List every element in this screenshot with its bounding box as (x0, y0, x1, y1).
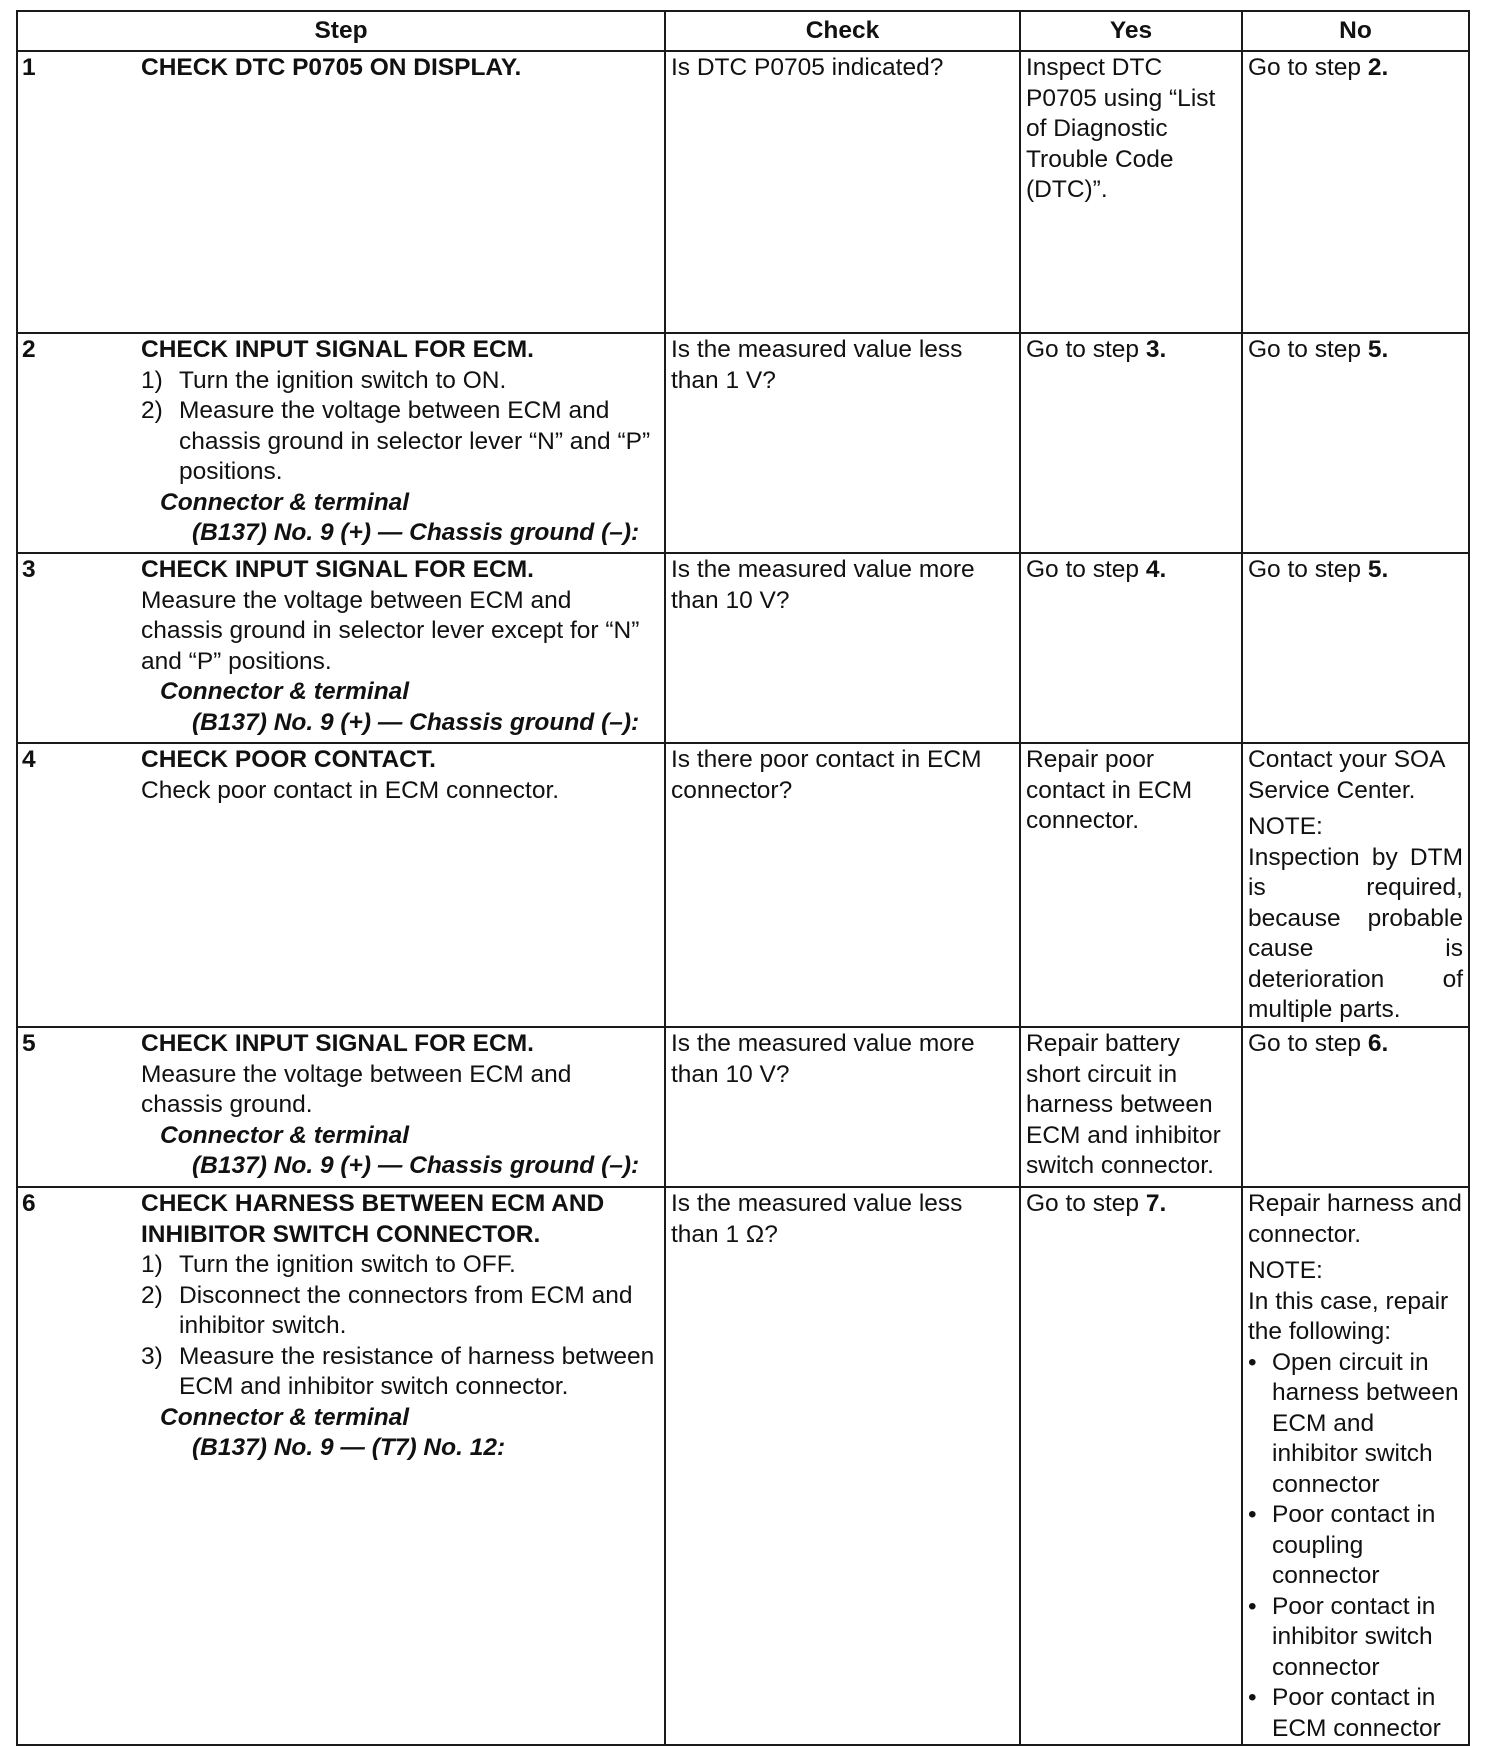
no-text: Repair harness and connector. (1248, 1190, 1462, 1248)
diagnostic-table (16, 10, 1470, 1746)
yes-text: Go to step (1026, 336, 1146, 363)
connector-label: Connector & terminal (160, 1403, 410, 1431)
connector-label: Connector & terminal (160, 1121, 410, 1149)
no-text: Go to step (1248, 54, 1368, 81)
connector-label: Connector & terminal (160, 488, 410, 516)
procedure-item (141, 1281, 656, 1342)
note-label: NOTE: (1248, 1257, 1323, 1284)
step-title: CHECK HARNESS BETWEEN ECM AND INHIBITOR SWITCH CONNECTOR. (141, 1190, 605, 1248)
step-body (139, 51, 665, 333)
no-step-ref: 5. (1367, 556, 1389, 583)
step-description: Measure the voltage between ECM and chassis ground in selector lever except for “N” and “P” positions. (141, 586, 640, 675)
step-body (139, 743, 665, 1027)
step-body (139, 553, 665, 743)
connector-terminal: (B137) No. 9 — (T7) No. 12: (192, 1434, 506, 1461)
step-row-3 (17, 553, 1469, 743)
header-no: No (1242, 11, 1469, 51)
check-cell: Is the measured value less than 1 V? (665, 333, 1020, 553)
header-step: Step (17, 11, 665, 51)
yes-cell: Repair poor contact in ECM connector. (1020, 743, 1242, 1027)
connector-terminal: (B137) No. 9 (+) — Chassis ground (–): (192, 1152, 640, 1179)
step-number: 3 (17, 553, 139, 743)
no-text: Go to step (1248, 336, 1368, 363)
step-row-4 (17, 743, 1469, 1027)
no-cell (1242, 553, 1469, 743)
step-number: 5 (17, 1027, 139, 1187)
yes-cell (1020, 1187, 1242, 1745)
connector-terminal: (B137) No. 9 (+) — Chassis ground (–): (192, 708, 640, 736)
no-cell (1242, 1027, 1469, 1187)
no-text: Go to step (1248, 556, 1368, 583)
procedure-item (141, 366, 656, 397)
no-cell (1242, 51, 1469, 333)
procedure-item (141, 396, 656, 488)
check-cell: Is the measured value more than 10 V? (665, 1027, 1020, 1187)
step-body (139, 1187, 665, 1745)
item-number: 2) (141, 1281, 163, 1309)
step-title: CHECK POOR CONTACT. (141, 746, 436, 773)
yes-cell: Repair battery short circuit in harness between ECM and inhibitor switch connector. (1020, 1027, 1242, 1187)
connector-label: Connector & terminal (160, 678, 410, 705)
header-check: Check (665, 11, 1020, 51)
check-cell: Is DTC P0705 indicated? (665, 51, 1020, 333)
yes-step-ref: 4. (1145, 556, 1167, 583)
step-number: 1 (17, 51, 139, 333)
no-cell (1242, 743, 1469, 1027)
step-body (139, 1027, 665, 1187)
bullet-item (1248, 1592, 1463, 1684)
step-row-2 (17, 333, 1469, 553)
note-label: NOTE: (1248, 813, 1323, 840)
step-row-6 (17, 1187, 1469, 1745)
bullet-item (1248, 1348, 1463, 1501)
check-cell: Is the measured value less than 1 Ω? (665, 1187, 1020, 1745)
yes-text: Go to step (1026, 1190, 1146, 1217)
note-text: In this case, repair the following: (1248, 1287, 1449, 1345)
header-yes: Yes (1020, 11, 1242, 51)
check-cell: Is the measured value more than 10 V? (665, 553, 1020, 743)
bullet-item (1248, 1500, 1463, 1592)
item-number: 1) (141, 366, 163, 394)
step-body (139, 333, 665, 553)
bullet-text: Poor contact in inhibitor switch connector (1272, 1592, 1436, 1681)
step-title: CHECK INPUT SIGNAL FOR ECM. (141, 556, 534, 583)
item-number: 1) (141, 1251, 163, 1278)
no-step-ref: 6. (1367, 1030, 1389, 1057)
procedure-item (141, 1250, 656, 1281)
no-step-ref: 2. (1367, 54, 1389, 81)
step-description: Measure the voltage between ECM and chassis ground. (141, 1060, 572, 1118)
procedure-item (141, 1342, 656, 1403)
step-title: CHECK INPUT SIGNAL FOR ECM. (141, 1030, 534, 1057)
no-text: Contact your SOA Service Center. (1248, 746, 1445, 804)
bullet-item (1248, 1683, 1463, 1744)
item-text: Disconnect the connectors from ECM and inhibitor switch. (179, 1281, 633, 1339)
yes-text: Go to step (1026, 556, 1146, 583)
check-cell: Is there poor contact in ECM connector? (665, 743, 1020, 1027)
no-cell (1242, 1187, 1469, 1745)
bullet-icon: • (1248, 1684, 1257, 1711)
bullet-icon: • (1248, 1348, 1257, 1376)
connector-terminal: (B137) No. 9 (+) — Chassis ground (–): (192, 519, 640, 546)
no-text: Go to step (1248, 1030, 1368, 1057)
step-title: CHECK INPUT SIGNAL FOR ECM. (141, 336, 534, 363)
step-row-1 (17, 51, 1469, 333)
item-text: Turn the ignition switch to OFF. (179, 1251, 516, 1278)
no-cell (1242, 333, 1469, 553)
bullet-text: Poor contact in ECM connector (1272, 1684, 1441, 1742)
step-number: 6 (17, 1187, 139, 1745)
yes-cell (1020, 333, 1242, 553)
yes-cell (1020, 553, 1242, 743)
bullet-icon: • (1248, 1592, 1257, 1620)
header-row (17, 11, 1469, 51)
step-description: Check poor contact in ECM connector. (141, 776, 560, 804)
note-text: Inspection by DTM is required, because probable cause is deterioration of multiple parts. (1248, 843, 1463, 1023)
no-step-ref: 5. (1367, 336, 1389, 363)
item-text: Measure the voltage between ECM and chassis ground in selector lever “N” and “P” positions. (179, 397, 651, 485)
bullet-text: Open circuit in harness between ECM and inhibitor switch connector (1272, 1348, 1459, 1498)
bullet-icon: • (1248, 1501, 1257, 1528)
step-number: 2 (17, 333, 139, 553)
yes-step-ref: 3. (1145, 336, 1167, 363)
bullet-text: Poor contact in coupling connector (1272, 1501, 1436, 1589)
item-number: 3) (141, 1342, 163, 1370)
yes-cell: Inspect DTC P0705 using “List of Diagnostic Trouble Code (DTC)”. (1020, 51, 1242, 333)
item-text: Turn the ignition switch to ON. (179, 366, 507, 394)
item-text: Measure the resistance of harness between ECM and inhibitor switch connector. (179, 1342, 655, 1400)
step-title: CHECK DTC P0705 ON DISPLAY. (141, 54, 522, 81)
yes-step-ref: 7. (1145, 1190, 1167, 1217)
step-row-5 (17, 1027, 1469, 1187)
step-number: 4 (17, 743, 139, 1027)
item-number: 2) (141, 397, 163, 424)
